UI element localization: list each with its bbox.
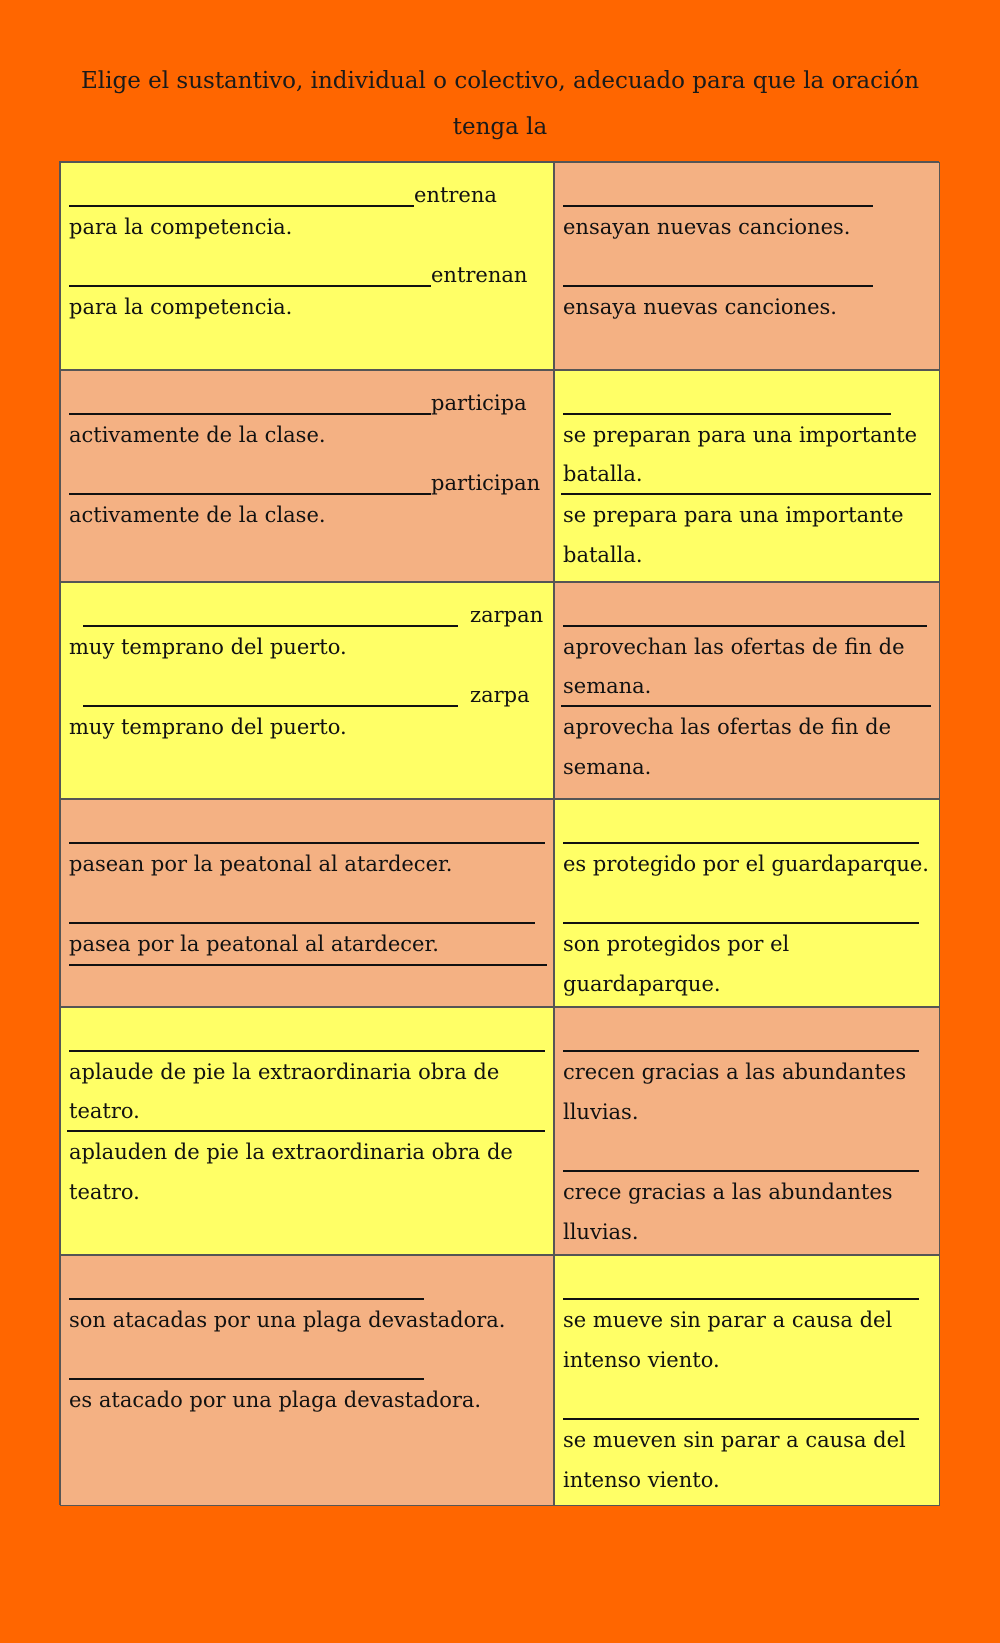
sentence-line: crecen gracias a las abundantes <box>563 1060 907 1084</box>
cell-4-left <box>60 799 554 1007</box>
sentence-line: crece gracias a las abundantes <box>563 1180 893 1204</box>
sentence-rest: ensayan nuevas canciones. <box>563 215 851 239</box>
sentence-line: batalla. <box>563 462 643 486</box>
verb: participan <box>431 471 541 495</box>
sentence-line: teatro. <box>69 1099 140 1123</box>
verb: entrenan <box>431 263 528 287</box>
cell-3-left <box>60 582 554 799</box>
sentence-line: son protegidos por el <box>563 932 790 956</box>
sentence-line: intenso viento. <box>563 1348 720 1372</box>
sentence-rest: es protegido por el guardaparque. <box>563 852 929 876</box>
answer-blank[interactable] <box>69 1026 545 1052</box>
sentence-rest: ensaya nuevas canciones. <box>563 295 837 319</box>
sentence-rest: para la competencia. <box>69 215 293 239</box>
sentence-line: batalla. <box>563 543 643 567</box>
exercise-table <box>59 161 939 1505</box>
cell-6-right <box>554 1255 940 1506</box>
sentence-line: aplauden de pie la extraordinaria obra de <box>69 1140 513 1164</box>
sentence-rest: activamente de la clase. <box>69 503 326 527</box>
sentence-rest: muy temprano del puerto. <box>69 635 347 659</box>
verb: participa <box>431 391 527 415</box>
sentence-line: aplaude de pie la extraordinaria obra de <box>69 1060 500 1084</box>
cell-2-right <box>554 370 940 582</box>
sentence-line: aprovechan las ofertas de fin de <box>563 635 905 659</box>
answer-blank[interactable] <box>563 898 919 924</box>
answer-blank[interactable] <box>83 681 458 707</box>
answer-blank[interactable] <box>563 1274 919 1300</box>
instructions-line-1: Elige el sustantivo, individual o colectivo, adecuado para que la oración tenga la <box>80 68 920 140</box>
cell-4-right <box>554 799 940 1007</box>
sentence-line: intenso viento. <box>563 1468 720 1492</box>
sentence-line: se prepara para una importante <box>563 503 904 527</box>
sentence-rest: para la competencia. <box>69 295 293 319</box>
cell-1-right <box>554 162 940 370</box>
cell-6-left <box>60 1255 554 1506</box>
sentence-line: se mueve sin parar a causa del <box>563 1308 893 1332</box>
answer-blank[interactable] <box>563 601 927 627</box>
answer-blank[interactable] <box>69 1354 424 1380</box>
sentence-line: se preparan para una importante <box>563 423 918 447</box>
sentence-line: semana. <box>563 755 652 779</box>
answer-blank[interactable] <box>69 469 431 495</box>
sentence-rest: muy temprano del puerto. <box>69 715 347 739</box>
verb: zarpa <box>470 683 530 707</box>
sentence-line: lluvias. <box>563 1100 639 1124</box>
answer-blank[interactable] <box>563 261 873 287</box>
sentence-rest: activamente de la clase. <box>69 423 326 447</box>
answer-blank[interactable] <box>563 818 919 844</box>
sentence-rest: son atacadas por una plaga devastadora. <box>69 1308 506 1332</box>
answer-blank[interactable] <box>83 601 458 627</box>
cell-1-left <box>60 162 554 370</box>
cell-5-right <box>554 1007 940 1255</box>
answer-blank[interactable] <box>563 1026 919 1052</box>
answer-blank[interactable] <box>563 181 873 207</box>
answer-blank[interactable] <box>69 389 431 415</box>
answer-blank[interactable] <box>563 1394 919 1420</box>
answer-blank[interactable] <box>69 898 535 924</box>
verb: zarpan <box>470 603 544 627</box>
sentence-rest: pasea por la peatonal al atardecer. <box>69 924 547 966</box>
verb: entrena <box>414 183 497 207</box>
answer-blank[interactable] <box>69 181 414 207</box>
cell-5-left <box>60 1007 554 1255</box>
answer-blank[interactable] <box>563 389 891 415</box>
sentence-line: lluvias. <box>563 1220 639 1244</box>
sentence-rest: es atacado por una plaga devastadora. <box>69 1388 482 1412</box>
sentence-line: aprovecha las ofertas de fin de <box>563 715 892 739</box>
answer-blank[interactable] <box>563 1146 919 1172</box>
sentence-line: teatro. <box>69 1180 140 1204</box>
sentence-line: semana. <box>563 674 652 698</box>
cell-3-right <box>554 582 940 799</box>
cell-2-left <box>60 370 554 582</box>
answer-blank[interactable] <box>69 818 545 844</box>
answer-blank[interactable] <box>69 261 431 287</box>
sentence-rest: pasean por la peatonal al atardecer. <box>69 852 453 876</box>
sentence-line: guardaparque. <box>563 972 721 996</box>
sentence-line: se mueven sin parar a causa del <box>563 1428 906 1452</box>
answer-blank[interactable] <box>69 1274 424 1300</box>
